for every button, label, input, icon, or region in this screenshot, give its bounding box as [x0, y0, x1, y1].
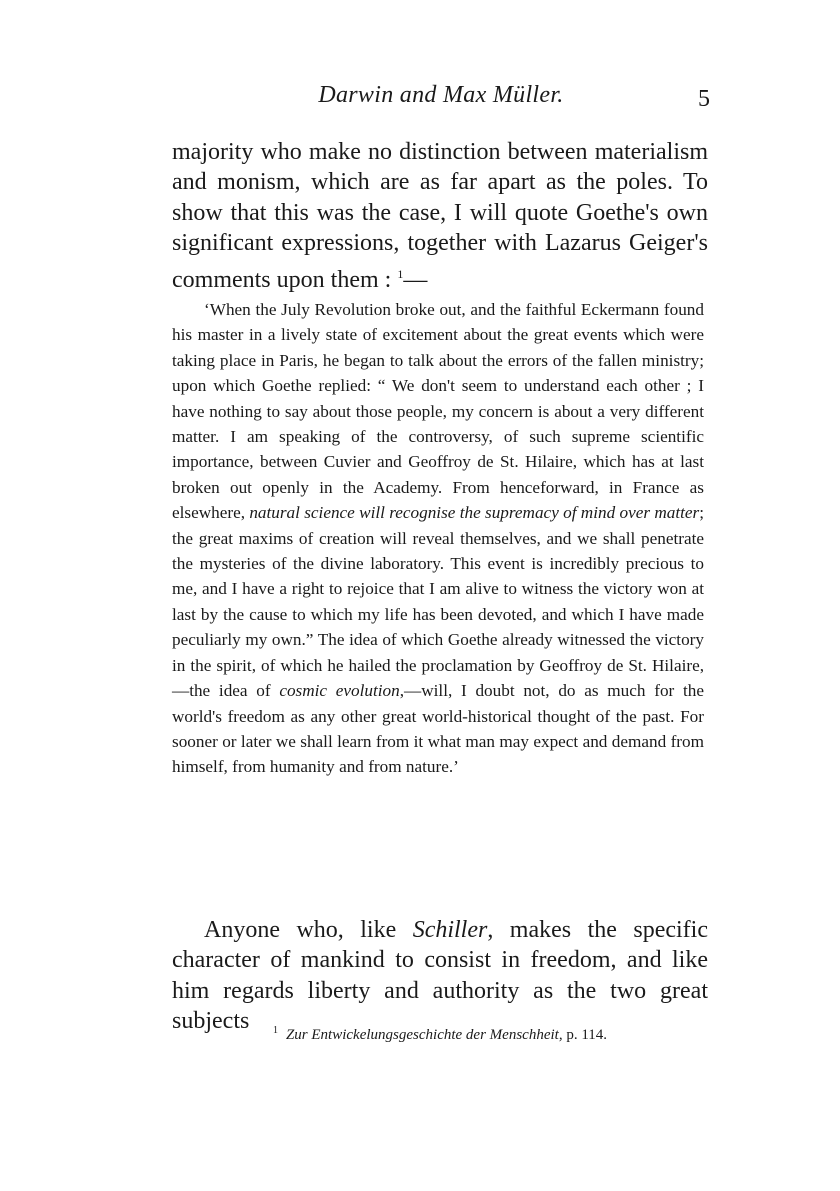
footnote-title: Zur Entwickelungsgeschichte der Menschheit,	[285, 1027, 563, 1043]
quote-text-3: ,—will, I doubt not, do as much for the world's freedom as any other great world-historical thought of the past. For sooner or later we shall learn from it what man may expect and demand from himself, from humanity and from nature.’	[172, 681, 704, 777]
quote-emphasis-1: natural science will recognise the supremacy of mind over matter	[249, 503, 700, 523]
quote-text-2: ; the great maxims of creation will reveal themselves, and we shall penetrate the mysteries of the divine laboratory. This event is incredibly precious to me, and I have a right to rejoice that I am alive to witness the victory won at last by the cause to which my life has been devoted, and which I have made peculiarly my own.” The idea of which Goethe already witnessed the victory in the spirit, of which he hailed the proclamation by Geoffroy de St. Hilaire,—the idea of	[172, 503, 704, 701]
footnote	[172, 1025, 708, 1044]
quote-text-1: ‘When the July Revolution broke out, and the faithful Eckermann found his master in a lively state of excitement about the great events which were taking place in Paris, he began to talk about the errors of the fallen ministry; upon which Goethe replied: “ We don't seem to understand each other ; I have nothing to say about those people, my concern is about a very different matter. I am speaking of the controversy, of such supreme scientific importance, between Cuvier and Geoffroy de St. Hilaire, which has at last broken out openly in the Academy. From henceforward, in France as elsewhere,	[172, 300, 704, 523]
paragraph-intro	[172, 137, 708, 295]
footnote-reference: 1	[397, 266, 404, 281]
paragraph-intro-text: majority who make no distinction between materialism and monism, which are as far apart as the poles. To show that this was the case, I will quote Goethe's own significant expressions, together with Lazarus Geiger's comments upon them :	[172, 139, 708, 293]
paragraph-schiller-text-1: Anyone who, like	[204, 917, 413, 943]
paragraph-intro-dash: —	[403, 266, 428, 293]
block-quote	[172, 297, 704, 780]
footnote-mark: 1	[272, 1025, 278, 1036]
paragraph-schiller	[172, 915, 708, 1037]
quote-emphasis-2: cosmic evolution	[279, 681, 400, 701]
paragraph-schiller-emphasis: Schiller	[412, 917, 488, 943]
page-number: 5	[698, 86, 710, 112]
paragraph-schiller-text-2: , makes the specific character of mankind to consist in freedom, and like him regards liberty and authority as the two great subjects	[172, 917, 708, 1035]
footnote-page: p. 114.	[562, 1027, 608, 1043]
running-title: Darwin and Max Müller.	[318, 82, 564, 108]
running-head	[172, 82, 710, 118]
